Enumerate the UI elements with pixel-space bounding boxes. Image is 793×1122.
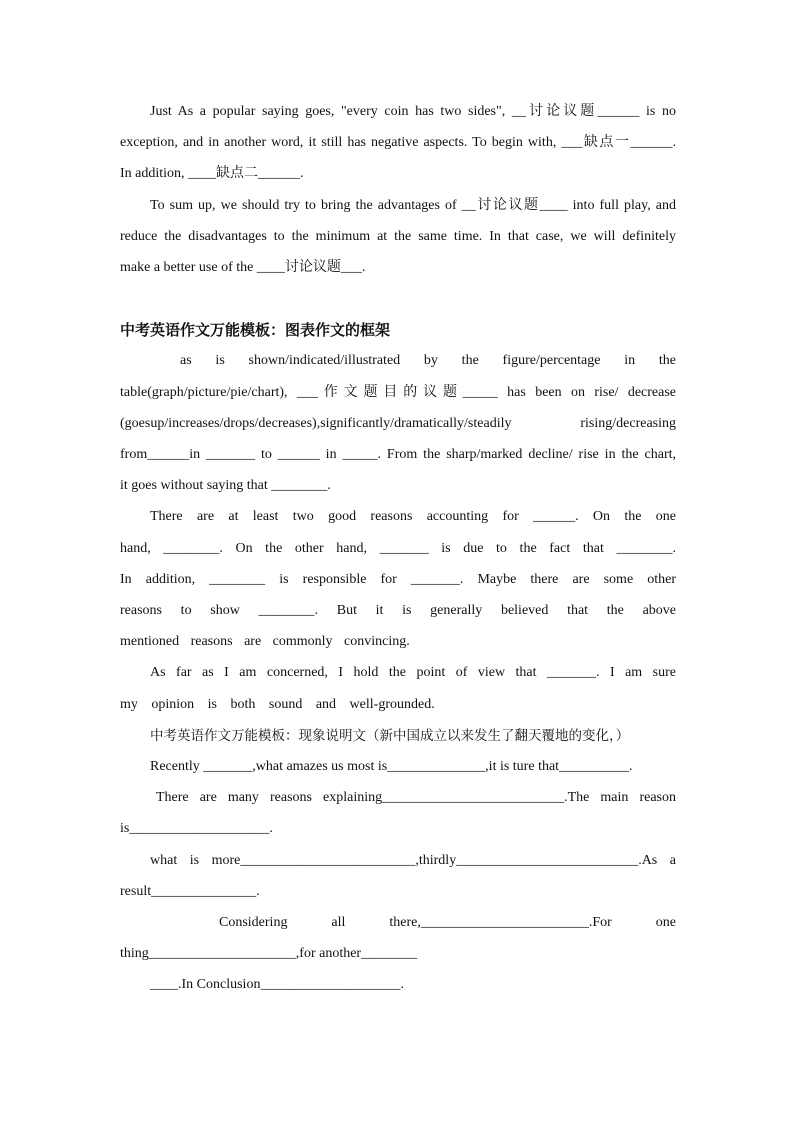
paragraph-line: exception, and in another word, it still has negative aspects. To begin with, ___缺点一______.: [120, 135, 676, 150]
paragraph-line: As far as I am concerned, I hold the point of view that _______. I am sure: [150, 665, 676, 680]
paragraph-line: hand, ________. On the other hand, _______ is due to the fact that ________.: [120, 541, 676, 556]
paragraph-line: Considering all there,________________________.For one: [219, 915, 676, 930]
paragraph-line: mentioned reasons are commonly convincing.: [120, 634, 410, 649]
paragraph-line: make a better use of the ____讨论议题___.: [120, 260, 366, 275]
paragraph-line: it goes without saying that ________.: [120, 478, 331, 493]
paragraph-line: thing_____________________,for another________: [120, 946, 418, 961]
paragraph-line: table(graph/picture/pie/chart), ___作文题目的议题_____ has been on rise/ decrease: [120, 385, 676, 400]
paragraph-line: reasons to show ________. But it is generally believed that the above: [120, 603, 676, 618]
paragraph-line: from______in _______ to ______ in _____. From the sharp/marked decline/ rise in the chart,: [120, 447, 676, 462]
paragraph-line: what is more_________________________,thirdly__________________________.As a: [150, 853, 676, 868]
paragraph-line: as is shown/indicated/illustrated by the figure/percentage in the: [180, 353, 676, 368]
paragraph-line: result_______________.: [120, 884, 260, 899]
paragraph-line: There are at least two good reasons accounting for ______. On the one: [150, 509, 676, 524]
section-heading: 中考英语作文万能模板：现象说明文（新中国成立以来发生了翻天覆地的变化，）: [150, 728, 630, 744]
paragraph-line: In addition, ________ is responsible for _______. Maybe there are some other: [120, 572, 676, 587]
paragraph-line: Recently _______,what amazes us most is______________,it is ture that__________.: [150, 759, 633, 774]
paragraph-line: is____________________.: [120, 821, 273, 836]
section-heading: 中考英语作文万能模板：图表作文的框架: [120, 321, 391, 339]
paragraph-line: To sum up, we should try to bring the advantages of __讨论议题____ into full play, and: [150, 198, 676, 213]
paragraph-line: (goesup/increases/drops/decreases),significantly/dramatically/steadily rising/decreasing: [120, 416, 676, 431]
paragraph-line: ____.In Conclusion____________________.: [150, 977, 404, 992]
paragraph-line: my opinion is both sound and well-grounded.: [120, 697, 435, 712]
paragraph-line: In addition, ____缺点二______.: [120, 166, 304, 181]
paragraph-line: reduce the disadvantages to the minimum at the same time. In that case, we will definitely: [120, 229, 676, 244]
paragraph-line: There are many reasons explaining__________________________.The main reason: [156, 790, 676, 805]
paragraph-line: Just As a popular saying goes, "every coin has two sides", __讨论议题______ is no: [150, 104, 676, 119]
